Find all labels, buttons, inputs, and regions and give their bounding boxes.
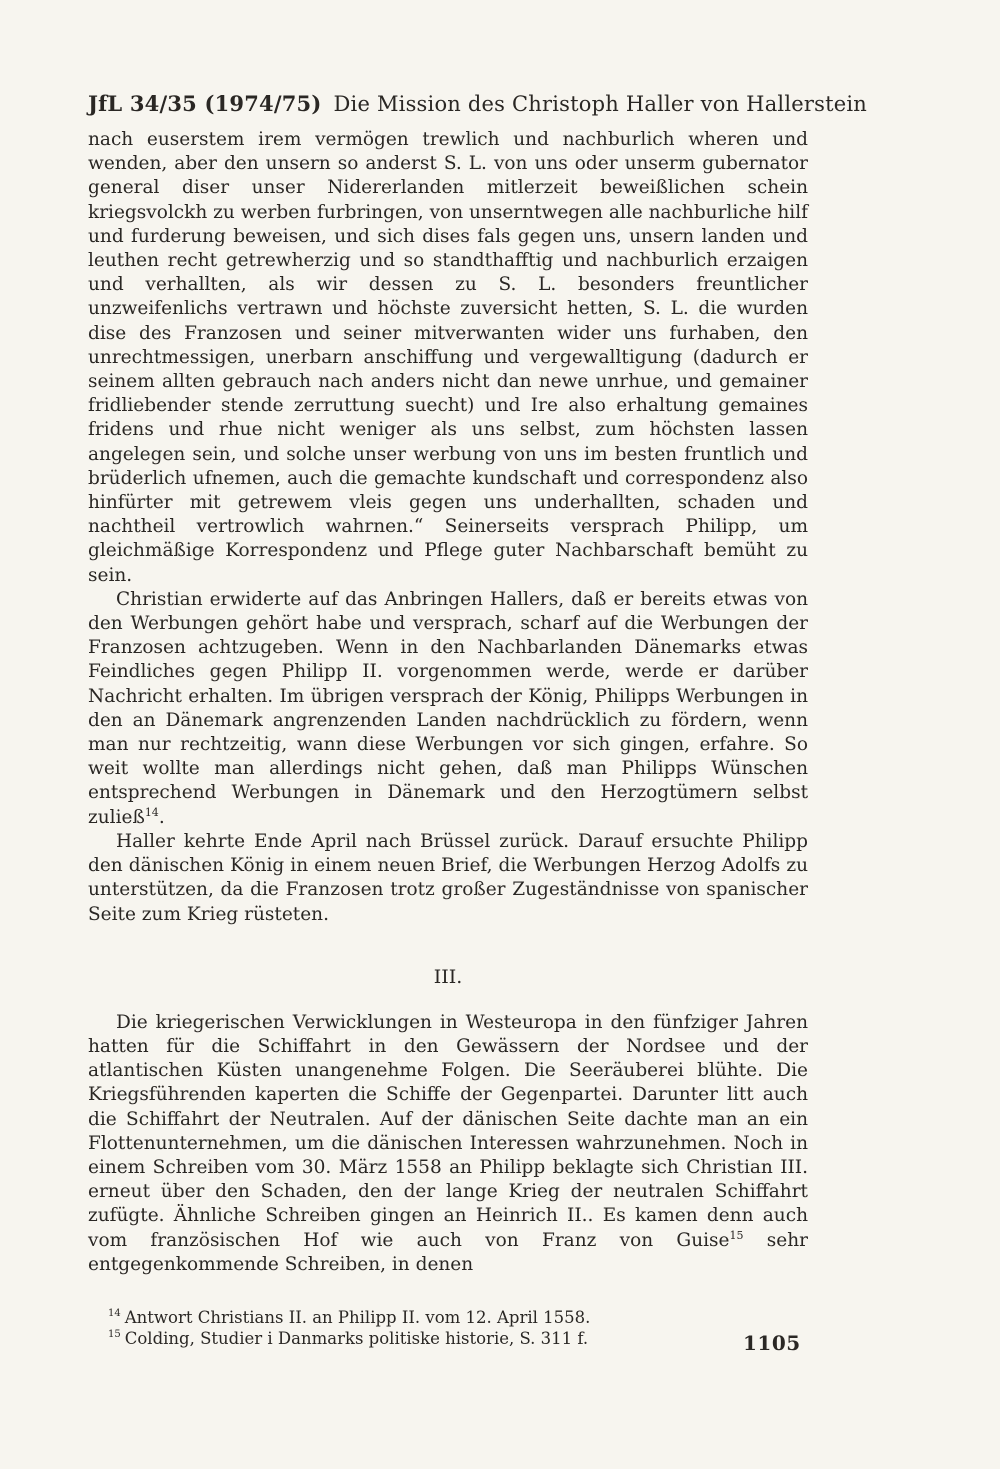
paragraph-4 [88, 1011, 808, 1277]
footnotes [88, 1307, 808, 1349]
footnote-text: Antwort Christians II. an Philipp II. vom 12. April 1558. [124, 1307, 591, 1327]
paragraph-3: Haller kehrte Ende April nach Brüssel zurück. Darauf ersuchte Philipp den dänischen König in einem neuen Brief, die Werbungen Herzog Adolfs zu unterstützen, da die Franzosen trotz großer Zugeständnisse von spanischer Seite zum Krieg rüsteten. [88, 830, 808, 925]
document-page [88, 90, 867, 1349]
paragraph-4-end: sehr entgegenkommende Schreiben, in denen [88, 1229, 808, 1275]
paragraph-2-text: Christian erwiderte auf das Anbringen Hallers, daß er bereits etwas von den Werbungen gehört habe und versprach, scharf auf die Werbungen der Franzosen achtzugeben. Wenn in den Nachbarlanden Dänemarks etwas Feindliches gegen Philipp II. vorgenommen werde, werde er darüber Nachricht erhalten. Im übrigen versprach der König, Philipps Werbungen in den an Dänemark angrenzenden Landen nachdrücklich zu fördern, wenn man nur rechtzeitig, wann diese Werbungen vor sich gingen, erfahre. So weit wollte man allerdings nicht gehen, daß man Philipps Wünschen entsprechend Werbungen in Dänemark und den Herzogtümern selbst zuließ [88, 588, 808, 828]
body-text [88, 128, 808, 1277]
article-title: Die Mission des Christoph Haller von Hallerstein [333, 92, 867, 116]
footnote [108, 1307, 808, 1328]
footnote-number: 14 [108, 1308, 121, 1320]
paragraph-2-end: . [158, 806, 165, 828]
footnote-text: Colding, Studier i Danmarks politiske historie, S. 311 f. [124, 1328, 589, 1348]
footnote-ref-14: 14 [144, 805, 159, 819]
paragraph-4-text: Die kriegerischen Verwicklungen in Westeuropa in den fünfziger Jahren hatten für die Schiffahrt in den Gewässern der Nordsee und der atlantischen Küsten unangenehme Folgen. Die Seeräuberei blühte. Die Kriegsführenden kaperten die Schiffe der Gegenpartei. Darunter litt auch die Schiffahrt der Neutralen. Auf der dänischen Seite dachte man an ein Flottenunternehmen, um die dänischen Interessen wahrzunehmen. Noch in einem Schreiben vom 30. März 1558 an Philipp beklagte sich Christian III. erneut über den Schaden, den der lange Krieg der neutralen Schiffahrt zufügte. Ähnliche Schreiben gingen an Heinrich II.. Es kamen denn auch vom französischen Hof wie auch von Franz von Guise [88, 1011, 808, 1251]
paragraph-2 [88, 588, 808, 830]
footnote-ref-15: 15 [729, 1228, 744, 1242]
journal-citation: JfL 34/35 (1974/75) [88, 91, 322, 116]
footnote [108, 1328, 808, 1349]
footnote-number: 15 [108, 1329, 121, 1341]
page-number: 1105 [743, 1331, 801, 1355]
running-head [88, 90, 867, 118]
paragraph-1: nach euserstem irem vermögen trewlich und nachburlich wheren und wenden, aber den unsern so anderst S. L. von uns oder unserm gubernator general diser unser Nidererlanden mitlerzeit beweißlichen schein kriegsvolckh zu werben furbringen, von unserntwegen alle nachburliche hilf und furderung beweisen, und sich dises fals gegen uns, unsern landen und leuthen recht getrewherzig und so standthafftig und nachburlich erzaigen und verhallten, als wir dessen zu S. L. besonders freuntlicher unzweifenlichs vertrawn und höchste zuversicht hetten, S. L. die wurden dise des Franzosen und seiner mitverwanten wider uns furhaben, den unrechtmessigen, unerbarn anschiffung und vergewalltigung (dadurch er seinem allten gebrauch nach anders nicht dan newe unrhue, und gemainer fridliebender stende zerruttung suecht) und Ire also erhaltung gemaines fridens und rhue nicht weniger als uns selbst, zum höchsten lassen angelegen sein, und solche unser werbung von uns im besten fruntlich und brüderlich ufnemen, auch die gemachte kundschaft und correspondenz also hinfürter mit getrewem vleis gegen uns underhallten, schaden und nachtheil vertrowlich wahrnen.“ Seinerseits versprach Philipp, um gleichmäßige Korrespondenz und Pflege guter Nachbarschaft bemüht zu sein. [88, 129, 808, 586]
section-heading: III. [433, 965, 463, 988]
